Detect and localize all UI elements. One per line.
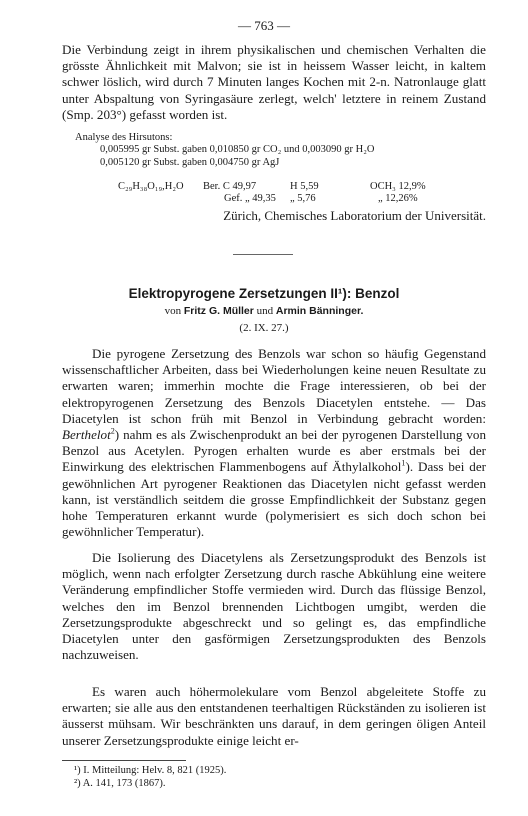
body-paragraph-3: Es waren auch höhermolekulare vom Benzol abgeleitete Stoffe zu erwarten; sie alle aus den entstandenen teerhaltigen Rückständen zu isolieren ist äusserst mühsam. Wir beschränkten uns darauf, in dem geringen öligen Anteil unserer Zersetzungsprodukte einige leicht er- (62, 684, 486, 748)
intro-paragraph: Die Verbindung zeigt in ihrem physikalischen und chemischen Verhalten die grösste Ähnlichkeit mit Malvon; sie ist in heissem Wasser leicht, in kaltem schwer löslich, wird durch 7 Minuten langes Kochen mit 2-n. Natronlauge glatt unter Abspaltung von Syringasäure zerlegt, welch' letztere in reinem Zustand (Smp. 203°) gefasst worden ist. (62, 42, 486, 122)
authors-prefix: von (164, 305, 182, 317)
p1-footnote-ref-1: 1 (401, 459, 406, 469)
analysis-gef-och: „ 12,26% (378, 193, 418, 204)
article-title: Elektropyrogene Zersetzungen II¹): Benzol (128, 286, 400, 301)
p1-part-c: ). Dass bei der gewöhnlichen Art pyrogener Reaktionen das Diacetylen nicht gefasst werden kann, ist verständlich seitdem die grosse Empfindlichkeit der Substanz gegen hohe Temperaturen erkannt wurde (polymerisiert es sich doch schon bei gewöhnlicher Temperatur). (62, 459, 486, 540)
analysis-block (75, 132, 495, 169)
p1-author-berthelot: Berthelot (62, 427, 111, 443)
footnote-1: ¹) I. Mitteilung: Helv. 8, 821 (1925). (74, 765, 227, 776)
p1-footnote-ref-2: 2 (110, 426, 115, 436)
place-signature: Zürich, Chemisches Laboratorium der Universität. (223, 208, 486, 223)
section-divider (233, 254, 293, 255)
analysis-ber-och: OCH₃ 12,9% (370, 181, 426, 192)
article-date: (2. IX. 27.) (239, 322, 289, 334)
analysis-heading: Analyse des Hirsutons: (75, 132, 173, 143)
analysis-line-1: 0,005995 gr Subst. gaben 0,010850 gr CO₂ und 0,003090 gr H₂O (100, 144, 375, 156)
author-1: Fritz G. Müller (183, 305, 254, 317)
p1-part-a: Die pyrogene Zersetzung des Benzols war schon so häufig Gegenstand wissenschaftlicher Arbeiten, dass bei Wiederholungen keine neuen Resultate zu erwarten waren; immerhin mochte die Frage interessieren, ob bei der elektropyrogenen Zersetzung des Benzols Diacetylen entstehe. — Das Diacetylen ist schon früh mit Benzol in Verbindung gebracht worden: (62, 346, 486, 426)
body-paragraph-2: Die Isolierung des Diacetylens als Zersetzungsprodukt des Benzols ist möglich, wenn nach erfolgter Zersetzung durch rasche Abkühlung eine weitere Veränderung empfindlicher Stoffe vermieden wird. Durch das flüssige Benzol, welches den im Benzol brennenden Lichtbogen umgibt, werden die Zersetzungsprodukte abgeschreckt und so gelingt es, das empfindliche Diacetylen unter den gasförmigen Zersetzungsprodukten des Benzols nachzuweisen. (62, 550, 486, 663)
page-number: — 763 — (238, 18, 290, 33)
analysis-ber-h: H 5,59 (290, 181, 319, 192)
analysis-gef-c: Gef. „ 49,35 (224, 193, 276, 204)
analysis-formula: C₂₉H₃₈O₁₉,H₂O (118, 181, 184, 192)
footnote-2: ²) A. 141, 173 (1867). (74, 778, 166, 789)
analysis-line-2: 0,005120 gr Subst. gaben 0,004750 gr AgJ (100, 156, 280, 168)
authors-and: und (256, 305, 274, 317)
author-2: Armin Bänninger. (275, 305, 364, 317)
article-authors (0, 305, 528, 317)
body-paragraph-1 (62, 346, 486, 540)
footnote-divider (62, 760, 186, 761)
footnotes (74, 764, 226, 790)
p1-part-b: ) nahm es als Zwischenprodukt an bei der pyrogenen Darstellung von Benzol aus Acetylen. Pyrogen erhalten wurde es aber erstmals bei der Einwirkung des elektrischen Flammenbogens auf Äthylalkohol (62, 427, 486, 475)
analysis-gef-h: „ 5,76 (290, 193, 316, 204)
analysis-ber-c: Ber. C 49,97 (203, 181, 257, 192)
